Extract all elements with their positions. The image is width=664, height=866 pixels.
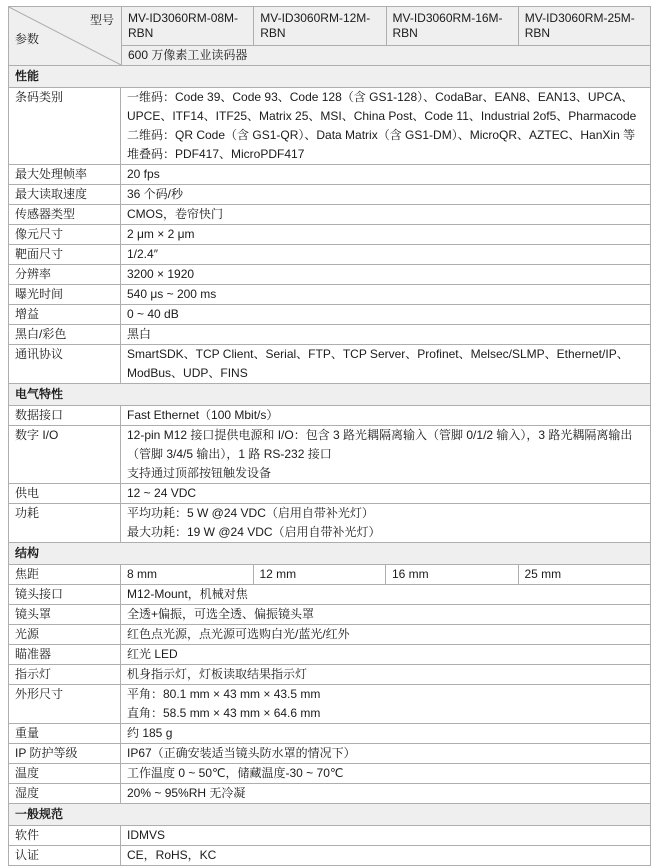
spec-row: [9, 845, 650, 865]
spec-value: Fast Ethernet（100 Mbit/s）: [127, 408, 279, 422]
spec-label: 增益: [9, 305, 121, 324]
spec-row: [9, 825, 650, 845]
spec-label: 传感器类型: [9, 205, 121, 224]
spec-row: [9, 164, 650, 184]
spec-label: 指示灯: [9, 665, 121, 684]
spec-value: [121, 685, 650, 723]
spec-value-col: 12 mm: [254, 565, 387, 584]
spec-value: [121, 504, 650, 542]
spec-value-col: 16 mm: [386, 565, 519, 584]
spec-row: [9, 684, 650, 723]
spec-label: IP 防护等级: [9, 744, 121, 763]
spec-label: 光源: [9, 625, 121, 644]
spec-label: 黑白/彩色: [9, 325, 121, 344]
spec-value-line: 堆叠码：PDF417、MicroPDF417: [127, 147, 305, 161]
spec-row: [9, 624, 650, 644]
spec-label: 认证: [9, 846, 121, 865]
spec-value: CMOS，卷帘快门: [127, 207, 224, 221]
spec-value: 20 fps: [127, 167, 160, 181]
spec-label: 湿度: [9, 784, 121, 803]
spec-row: [9, 284, 650, 304]
spec-label: 焦距: [9, 565, 121, 584]
spec-row: [9, 224, 650, 244]
spec-value: M12-Mount，机械对焦: [127, 587, 248, 601]
spec-value-line: 直角：58.5 mm × 43 mm × 64.6 mm: [127, 706, 321, 720]
spec-row: [9, 87, 650, 164]
spec-value: 红色点光源，点光源可选购白光/蓝光/红外: [127, 627, 350, 641]
spec-value: 1/2.4″: [127, 247, 158, 261]
spec-table: [8, 6, 651, 866]
spec-row: [9, 405, 650, 425]
spec-value: 黑白: [127, 327, 152, 341]
spec-row: [9, 184, 650, 204]
spec-value: [121, 88, 650, 164]
spec-value: 20% ~ 95%RH 无冷凝: [127, 786, 246, 800]
spec-label: 镜头罩: [9, 605, 121, 624]
product-subtitle: 600 万像素工业读码器: [121, 45, 650, 65]
section-header: 结构: [9, 542, 650, 564]
spec-value: IDMVS: [127, 828, 166, 842]
spec-row: [9, 304, 650, 324]
spec-value-line: 二维码：QR Code（含 GS1-QR）、Data Matrix（含 GS1-DM）、MicroQR、AZTEC、HanXin 等: [127, 128, 636, 142]
spec-row: [9, 324, 650, 344]
spec-row: [9, 564, 650, 584]
spec-row: [9, 743, 650, 763]
spec-row: [9, 664, 650, 684]
spec-value-col: 25 mm: [524, 567, 562, 581]
section-header: 一般规范: [9, 803, 650, 825]
spec-row: [9, 783, 650, 803]
spec-value-line: 最大功耗：19 W @24 VDC（启用自带补光灯）: [127, 525, 381, 539]
spec-value-line: 平均功耗：5 W @24 VDC（启用自带补光灯）: [127, 506, 374, 520]
spec-value: 3200 × 1920: [127, 267, 195, 281]
spec-value: 36 个码/秒: [127, 187, 184, 201]
spec-label: 最大处理帧率: [9, 165, 121, 184]
section-header: 性能: [9, 65, 650, 87]
spec-row: [9, 483, 650, 503]
spec-value-line: 平角：80.1 mm × 43 mm × 43.5 mm: [127, 687, 321, 701]
spec-value: 约 185 g: [127, 726, 173, 740]
spec-label: 条码类别: [9, 88, 121, 164]
spec-label: 通讯协议: [9, 345, 121, 383]
spec-value: IP67（正确安装适当镜头防水罩的情况下）: [127, 746, 356, 760]
spec-label: 软件: [9, 826, 121, 845]
section-header: 电气特性: [9, 383, 650, 405]
model-name-4: MV-ID3060RM-25M-RBN: [518, 7, 650, 45]
spec-value-line: 12-pin M12 接口提供电源和 I/O：包含 3 路光耦隔离输入（管脚 0/1/2 输入），3 路光耦隔离输出（管脚 3/4/5 输出），1 路 RS-232 接口: [127, 428, 633, 461]
spec-label: 数字 I/O: [9, 426, 121, 483]
spec-value: 全透+偏振，可选全透、偏振镜头罩: [127, 607, 315, 621]
spec-label: 外形尺寸: [9, 685, 121, 723]
spec-row: [9, 604, 650, 624]
spec-row: [9, 425, 650, 483]
table-header: [9, 7, 650, 65]
spec-label: 瞄准器: [9, 645, 121, 664]
spec-label: 分辨率: [9, 265, 121, 284]
spec-row: [9, 344, 650, 383]
spec-value: CE，RoHS，KC: [127, 848, 217, 862]
spec-sections: [9, 65, 650, 865]
spec-label: 像元尺寸: [9, 225, 121, 244]
model-name-1: MV-ID3060RM-08M-RBN: [121, 7, 253, 45]
spec-value-col: 8 mm: [121, 565, 254, 584]
spec-row: [9, 244, 650, 264]
spec-label: 最大读取速度: [9, 185, 121, 204]
spec-row: [9, 644, 650, 664]
spec-label: 靶面尺寸: [9, 245, 121, 264]
spec-row: [9, 584, 650, 604]
model-name-2: MV-ID3060RM-12M-RBN: [253, 7, 385, 45]
spec-row: [9, 763, 650, 783]
spec-row: [9, 204, 650, 224]
spec-label: 曝光时间: [9, 285, 121, 304]
spec-value: 2 μm × 2 μm: [127, 227, 195, 241]
spec-value: SmartSDK、TCP Client、Serial、FTP、TCP Server、Profinet、Melsec/SLMP、Ethernet/IP、ModBus、UDP、FINS: [127, 347, 629, 380]
spec-label: 重量: [9, 724, 121, 743]
spec-value-line: 支持通过顶部按钮触发设备: [127, 466, 272, 480]
spec-value: 红光 LED: [127, 647, 178, 661]
spec-label: 供电: [9, 484, 121, 503]
spec-label: 镜头接口: [9, 585, 121, 604]
spec-row: [9, 723, 650, 743]
spec-value: [121, 426, 650, 483]
spec-row: [9, 264, 650, 284]
corner-cell: [9, 7, 121, 65]
spec-value: 12 ~ 24 VDC: [127, 486, 197, 500]
spec-label: 温度: [9, 764, 121, 783]
corner-label-param: 参数: [15, 32, 40, 46]
spec-value: 机身指示灯，灯板读取结果指示灯: [127, 667, 308, 681]
spec-label: 功耗: [9, 504, 121, 542]
spec-value: 540 μs ~ 200 ms: [127, 287, 217, 301]
spec-value: 工作温度 0 ~ 50℃，储藏温度-30 ~ 70℃: [127, 766, 344, 780]
corner-label-model: 型号: [89, 13, 114, 27]
spec-value-line: 一维码：Code 39、Code 93、Code 128（含 GS1-128）、CodaBar、EAN8、EAN13、UPCA、UPCE、ITF14、ITF25、Matrix 25、MSI、China Post、Code 11、Industrial 2of5、Pharmacode: [127, 90, 637, 123]
spec-value: 0 ~ 40 dB: [127, 307, 179, 321]
spec-row: [9, 503, 650, 542]
model-name-3: MV-ID3060RM-16M-RBN: [386, 7, 518, 45]
spec-label: 数据接口: [9, 406, 121, 425]
